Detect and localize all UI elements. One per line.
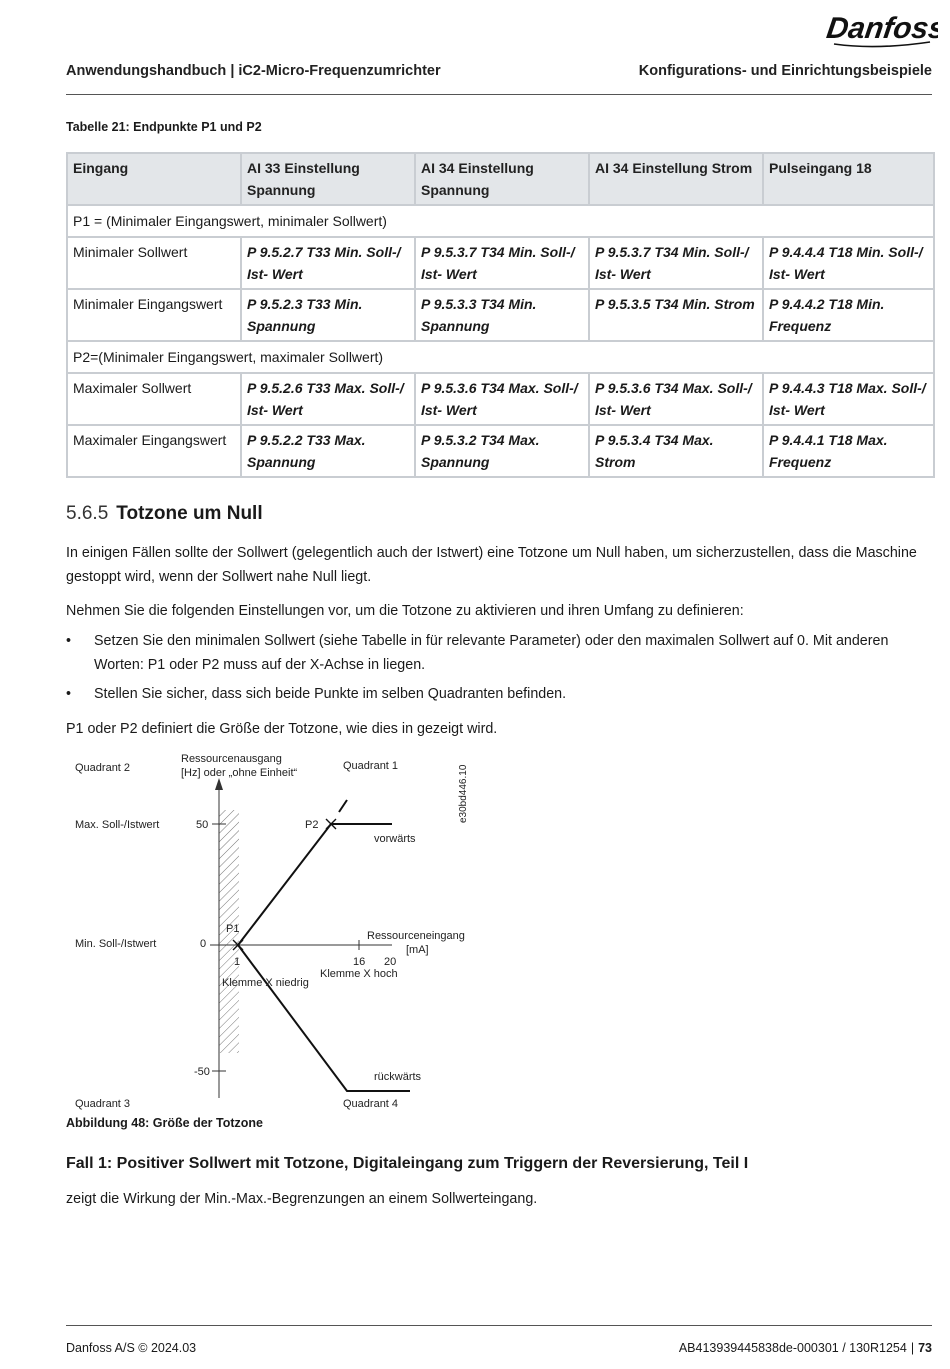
forward-curve [238,824,392,945]
paragraph: Nehmen Sie die folgenden Einstellungen vor, um die Totzone zu aktivieren und ihren Umfang zu definieren: [66,603,744,619]
footer-separator: | [910,1341,915,1355]
table-header-cell: AI 33 Einstellung Spannung [241,153,415,205]
x-axis-label-1: Ressourceneingang [367,930,465,942]
y-axis-arrow-icon [215,778,223,790]
x-tick-16: 16 [353,956,366,968]
table-cell: P 9.5.3.7 T34 Min. Soll-/ Ist- Wert [415,237,589,289]
page-number: 73 [918,1341,932,1355]
table-cell: Maximaler Sollwert [67,373,241,425]
figure-caption: Abbildung 48: Größe der Totzone [66,1116,263,1130]
paragraph: In einigen Fällen sollte der Sollwert (gelegentlich auch der Istwert) eine Totzone um Null haben, um sicherzustellen, dass die Maschine gestoppt wird, wenn der Sollwert nahe Null liegt. [66,545,917,585]
quadrant-3-label: Quadrant 3 [75,1098,131,1110]
x-tick-20: 20 [384,956,397,968]
figure-code: e30bd446.10 [458,764,469,823]
paragraph: zeigt die Wirkung der Min.-Max.-Begrenzungen an einem Sollwerteingang. [66,1191,538,1207]
table-cell: P 9.5.3.3 T34 Min. Spannung [415,289,589,341]
list-item-text: Stellen Sie sicher, dass sich beide Punkte im selben Quadranten befinden. [94,686,567,702]
forward-label: vorwärts [374,833,416,845]
y-tick-50: 50 [196,819,209,831]
x-tick-1: 1 [234,956,241,968]
table-header-cell: Pulseingang 18 [763,153,934,205]
max-setpoint-label: Max. Soll-/Istwert [75,819,160,831]
table-cell: P 9.5.2.3 T33 Min. Spannung [241,289,415,341]
table-cell: P 9.5.3.6 T34 Max. Soll-/ Ist- Wert [589,373,763,425]
header-chapter: Konfigurations- und Einrichtungsbeispiele [638,63,932,79]
table-cell: P 9.5.2.7 T33 Min. Soll-/ Ist- Wert [241,237,415,289]
case-heading: Fall 1: Positiver Sollwert mit Totzone, Digitaleingang zum Triggern der Reversierung, Teil I [66,1155,749,1172]
footer-doc-info [679,1341,932,1355]
table-cell: P 9.4.4.3 T18 Max. Soll-/ Ist- Wert [763,373,934,425]
table-cell: P 9.4.4.4 T18 Min. Soll-/ Ist- Wert [763,237,934,289]
table-group-p2: P2=(Minimaler Eingangswert, maximaler Sollwert) [67,341,934,373]
bullet-dot: • [66,686,72,702]
quadrant-2-label: Quadrant 2 [75,762,131,774]
terminal-low-label: Klemme X niedrig [222,977,309,989]
y-axis-label-2: [Hz] oder „ohne Einheit“ [181,767,298,779]
terminal-high-label: Klemme X hoch [320,968,398,980]
extension-dash [339,800,347,812]
table-cell: P 9.5.3.7 T34 Min. Soll-/ Ist- Wert [589,237,763,289]
section-number: 5.6.5 [66,503,109,524]
p1-label: P1 [226,923,240,935]
table-cell: P 9.4.4.2 T18 Min. Frequenz [763,289,934,341]
y-tick-0: 0 [200,938,207,950]
footer-rule [66,1325,932,1326]
table-cell: Maximaler Eingangswert [67,425,241,477]
y-axis-label-1: Ressourcenausgang [181,753,282,765]
table-header-cell: AI 34 Einstellung Spannung [415,153,589,205]
footer-copyright: Danfoss A/S © 2024.03 [66,1341,197,1355]
table-cell: P 9.5.2.6 T33 Max. Soll-/ Ist- Wert [241,373,415,425]
table-cell: Minimaler Sollwert [67,237,241,289]
table-cell: Minimaler Eingangswert [67,289,241,341]
bullet-dot: • [66,633,72,649]
table-header-cell: AI 34 Einstellung Strom [589,153,763,205]
table-cell: P 9.5.3.5 T34 Min. Strom [589,289,763,341]
header-title: Anwendungshandbuch | iC2-Micro-Frequenzumrichter [66,63,441,79]
min-setpoint-label: Min. Soll-/Istwert [75,938,157,950]
table-cell: P 9.5.2.2 T33 Max. Spannung [241,425,415,477]
p2-label: P2 [305,819,319,831]
table-group-p1: P1 = (Minimaler Eingangswert, minimaler Sollwert) [67,205,934,237]
section-title: Totzone um Null [116,503,263,524]
quadrant-4-label: Quadrant 4 [343,1098,399,1110]
table-header-cell: Eingang [67,153,241,205]
quadrant-1-label: Quadrant 1 [343,760,399,772]
logo-wordmark: Danfoss [826,12,938,45]
x-axis-label-2: [mA] [406,944,429,956]
backward-label: rückwärts [374,1071,422,1083]
table-cell: P 9.4.4.1 T18 Max. Frequenz [763,425,934,477]
table-cell: P 9.5.3.2 T34 Max. Spannung [415,425,589,477]
table-cell: P 9.5.3.6 T34 Max. Soll-/ Ist- Wert [415,373,589,425]
list-item-text: Setzen Sie den minimalen Sollwert (siehe Tabelle in für relevante Parameter) oder den maximalen Sollwert auf 0. Mit anderen Worten: P1 oder P2 muss auf der X-Achse in liegen. [94,633,889,673]
table-cell: P 9.5.3.4 T34 Max. Strom [589,425,763,477]
footer-doc-number: AB413939445838de-000301 / 130R1254 [678,1341,907,1355]
paragraph: P1 oder P2 definiert die Größe der Totzone, wie dies in gezeigt wird. [66,721,498,737]
y-tick-neg50: -50 [194,1066,210,1078]
table-caption: Tabelle 21: Endpunkte P1 und P2 [66,120,262,134]
